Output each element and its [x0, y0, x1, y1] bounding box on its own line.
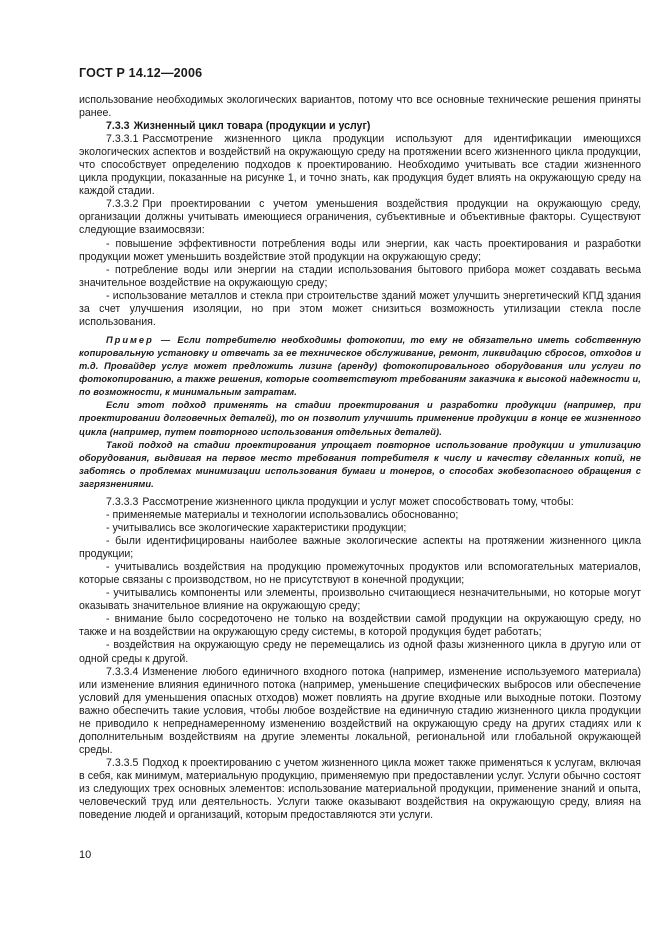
- clause-number: 7.3.3.2: [106, 198, 139, 211]
- list-item: - использование металлов и стекла при строительстве зданий может улучшить энергетический КПД здания за счет улучшения изоляции, но при этом может снизиться возможность утилизации стекла после использования.: [79, 289, 641, 328]
- note-paragraph: [79, 334, 641, 399]
- clause-7-3-3-2: [79, 198, 641, 237]
- paragraph-continuation: использование необходимых экологических вариантов, потому что все основные технические решения приняты ранее.: [79, 94, 641, 120]
- section-number: 7.3.3: [106, 120, 130, 133]
- clause-number: 7.3.3.3: [106, 495, 139, 508]
- clause-text: Рассмотрение жизненного цикла продукции используют для идентификации имеющихся экологических аспектов и воздействий на окружающую среду на протяжении всего жизненного цикла продукции, что способствует определению подходов к проектированию. Необходимо учитывать все стадии жизненного цикла продукции, показанные на рисунке 1, и точно знать, как продукция будет влиять на окружающую среду на каждой стадии.: [79, 133, 641, 198]
- note-label: Пример —: [106, 334, 173, 345]
- note-paragraph: Такой подход на стадии проектирования упрощает повторное использование продукции и утилизацию оборудования, выдвигая на первое место требования потребителя к числу и качеству сделанных копий, не заботясь о проблемах минимизации использования бумаги и тонеров, о способах экобезопасного обращения с загрязнениями.: [79, 439, 641, 489]
- list-item: - были идентифицированы наиболее важные экологические аспекты на протяжении жизненного цикла продукции;: [79, 535, 641, 561]
- section-title: Жизненный цикл товара (продукции и услуг): [133, 120, 371, 133]
- page-number: 10: [79, 849, 92, 861]
- list-item: - повышение эффективности потребления воды или энергии, как часть проектирования и разработки продукции может уменьшить воздействие этой продукции на окружающую среду;: [79, 237, 641, 263]
- note-text: Если потребителю необходимы фотокопии, то ему не обязательно иметь собственную копировальную установку и отвечать за ее техническое обслуживание, ремонт, ликвидацию сбросов, отходов и т.д. Провайдер услуг может предложить лизинг (аренду) фотокопировального оборудования или услуги по фотокопированию, а также решения, которые соответствуют требованиям заказчика к высокой надежности и, по возможности, к минимальным затратам.: [79, 334, 641, 398]
- section-heading-7-3-3: [79, 120, 641, 133]
- list-item: - воздействия на окружающую среду не перемещались из одной фазы жизненного цикла в другую или от одной среды к другой.: [79, 639, 641, 665]
- list-item: - учитывались воздействия на продукцию промежуточных продуктов или вспомогательных материалов, которые связаны с производством, но не присутствуют в конечной продукции;: [79, 561, 641, 587]
- clause-7-3-3-1: [79, 133, 641, 198]
- clause-text: Подход к проектированию с учетом жизненного цикла может также применяться к услугам, включая в себя, как минимум, материальную продукцию, применяемую при предоставлении услуг. Услуги обычно состоят из следующих трех основных элементов: использование материальной продукции, применение знаний и опыта, человеческий труд или деятельность. Услуги также оказывают воздействия на окружающую среду, влияя на поведение людей и организаций, которым предоставляются эти услуги.: [79, 756, 641, 822]
- example-note: [79, 334, 641, 491]
- clause-text: Рассмотрение жизненного цикла продукции и услуг может способствовать тому, чтобы:: [142, 495, 574, 508]
- page-body: [79, 94, 641, 822]
- clause-7-3-3-4: [79, 666, 641, 757]
- document-header: ГОСТ Р 14.12—2006: [79, 66, 203, 80]
- note-paragraph: Если этот подход применять на стадии проектирования и разработки продукции (например, при проектировании долговечных деталей), то он позволит улучшить применение продукции в конце ее жизненного цикла (например, путем повторного использования отдельных деталей).: [79, 400, 641, 437]
- clause-text: При проектировании с учетом уменьшения воздействия продукции на окружающую среду, организации должны учитывать имеющиеся ограничения, субъективные и объективные факторы. Существуют следующие взаимосвязи:: [79, 198, 641, 237]
- clause-text: Изменение любого единичного входного потока (например, изменение используемого материала) или изменение влияния единичного потока (например, уменьшение специфических выбросов или обеспечение условий для уменьшения опасных отходов) может повлиять на другие входные или выходные потоки. Поэтому важно обеспечить такие условия, чтобы любое воздействие на единичную стадию жизненного цикла продукции не приводило к непреднамеренному изменению воздействий на окружающую среду на других стадиях или к дополнительным воздействиям на другие элементы локальной, региональной или глобальной окружающей среды.: [79, 665, 641, 756]
- list-item: - потребление воды или энергии на стадии использования бытового прибора может создавать весьма значительное воздействие на окружающую среду;: [79, 263, 641, 289]
- list-item: - учитывались все экологические характеристики продукции;: [106, 522, 407, 535]
- list-item: - учитывались компоненты или элементы, произвольно считающиеся незначительными, но которые могут оказывать значительное влияние на окружающую среду;: [79, 587, 641, 613]
- list-item: - внимание было сосредоточено не только на воздействии самой продукции на окружающую среду, но также и на воздействии на окружающую среду системы, в которой продукция будет работать;: [79, 613, 641, 639]
- clause-number: 7.3.3.1: [106, 133, 139, 146]
- clause-7-3-3-5: [79, 757, 641, 822]
- clause-number: 7.3.3.4: [106, 665, 139, 678]
- clause-number: 7.3.3.5: [106, 756, 139, 769]
- list-item: - применяемые материалы и технологии использовались обоснованно;: [106, 509, 459, 522]
- clause-7-3-3-3: [79, 496, 641, 509]
